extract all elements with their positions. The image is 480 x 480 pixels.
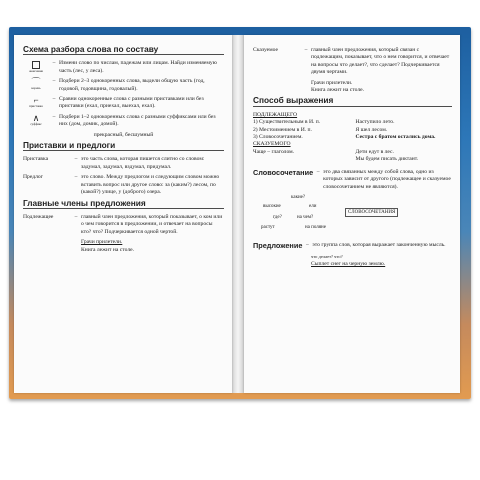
predicate-ways: Чаще – глаголом. Дети едут в лес. Мы будем писать диктант. bbox=[253, 148, 419, 163]
main-members-heading: Главные члены предложения bbox=[23, 200, 224, 209]
root-icon: ⌒ корень bbox=[31, 77, 41, 91]
prefix-icon: ⌐ приставка bbox=[29, 95, 43, 109]
subject-examples: Грачи прилетели. Книга лежит на столе. bbox=[81, 239, 134, 253]
ending-icon: окончание bbox=[23, 60, 49, 73]
left-page bbox=[14, 35, 232, 393]
word-structure-heading: Схема разбора слова по составу bbox=[23, 46, 224, 55]
preposition-definition: Предлог – это слово. Между предлогом и следующим словом можно вставить вопрос или другое слово: за (каким?) лесом, по (какой?) улице, у (доброго) озера. bbox=[23, 174, 220, 196]
subject-ways: 1) Существительным в И. п. 2) Местоимением в И. п. 3) Словосочетанием. Наступило лето. Я шел лесом. Сестра с братом остались дома. bbox=[253, 119, 436, 141]
sentence-example: что делает? что? Сыплет снег на черную землю. bbox=[311, 254, 386, 267]
part-row-root: ⌒ корень – Подбери 2–3 однокоренных слова, выдели общую часть (год, годовой, годовщина, годовалый). bbox=[23, 78, 224, 93]
predicate-definition: Сказуемое – главный член предложения, который связан с подлежащим, показывает, что о нем говорится, и отвечает на вопросы что делает?, что сделает? Подчеркивается двумя чертами. bbox=[253, 47, 450, 76]
ending-text: Измени слово по числам, падежам или лицам. Найди изменяемую часть (лес, у леса). bbox=[59, 60, 217, 74]
suffix-text: Подбери 1–2 однокоренных слова с разными суффиксами или без них (дом, домик, домой). bbox=[59, 113, 216, 128]
prefix-preposition-heading: Приставки и предлоги bbox=[23, 142, 224, 151]
part-row-prefix: ⌐ приставка – Сравни однокоренные слова с разными приставками или без приставки (ехал, приехал, выехал, ехал). bbox=[23, 96, 224, 111]
word-example: прекрасный, бесшумный bbox=[93, 131, 154, 138]
subject-definition: Подлежащее – главный член предложения, который показывает, о ком или о чем говорится в предложении, и отвечает на вопросы кто? что? Подчеркивается одной чертой. bbox=[23, 213, 223, 235]
predicate-head: СКАЗУЕМОГО bbox=[253, 141, 291, 148]
part-row-ending: окончание – Измени слово по числам, падежам или лицам. Найди изменяемую часть (лес, у леса). bbox=[23, 60, 224, 75]
predicate-examples: Грачи прилетели. Книга лежит на столе. bbox=[311, 79, 364, 94]
expression-heading: Способ выражения bbox=[253, 97, 452, 106]
prefix-definition: Приставка – это часть слова, которая пишется слитно со словом: задумал, задумал, вздумал, придумал. bbox=[23, 156, 205, 170]
sentence-definition: Предложение – это группа слов, которая выражает законченную мысль. bbox=[253, 240, 446, 250]
collocation-diagram: какие? высокие ели где? на чем? растут на поляне СЛОВОСОЧЕТАНИЯ bbox=[253, 194, 452, 242]
root-text: Подбери 2–3 однокоренных слова, выдели общую часть (год, годовой, годовщина, годовалый). bbox=[59, 78, 205, 92]
collocation-definition: Словосочетание – это два связанных между собой слова, одно из которых зависит от другого (подлежащее и сказуемое словосочетанием не являются). bbox=[253, 167, 451, 190]
suffix-icon: ∧ суффикс bbox=[30, 112, 42, 126]
right-page bbox=[244, 35, 460, 393]
subject-head: ПОДЛЕЖАЩЕГО bbox=[253, 111, 298, 118]
collocation-tag: СЛОВОСОЧЕТАНИЯ bbox=[345, 208, 398, 217]
book-spine bbox=[232, 35, 244, 393]
part-row-suffix: ∧ суффикс – Подбери 1–2 однокоренных слова с разными суффиксами или без них (дом, домик, домой). bbox=[23, 114, 224, 129]
prefix-text: Сравни однокоренные слова с разными приставками или без приставки (ехал, приехал, выехал, ехал). bbox=[59, 96, 204, 110]
